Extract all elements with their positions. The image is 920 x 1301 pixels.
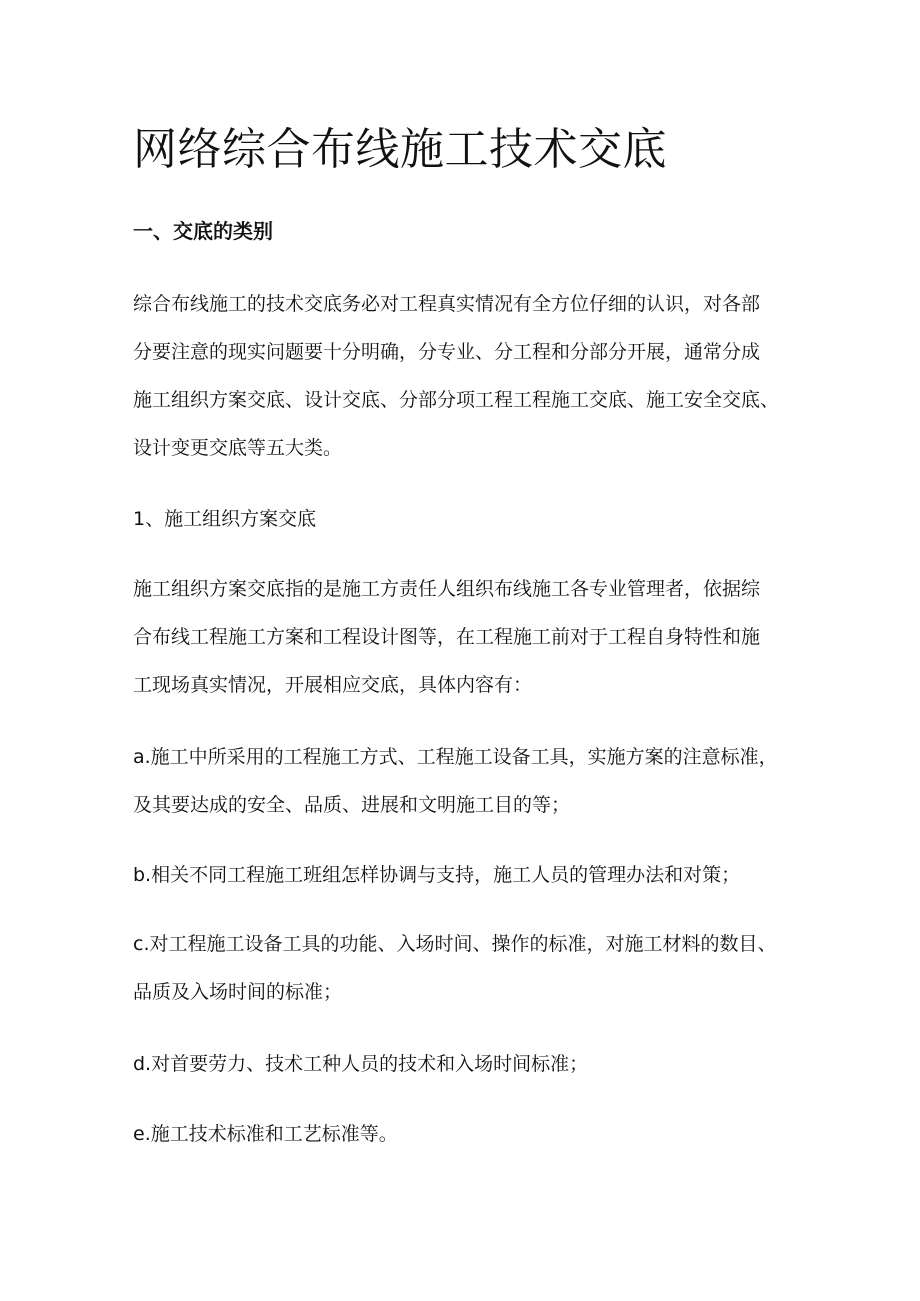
item-c-line: 品质及入场时间的标准； [133, 981, 343, 1003]
section-heading-categories: 一、交底的类别 [133, 219, 273, 243]
item-a-line: a.施工中所采用的工程施工方式、工程施工设备工具，实施方案的注意标准， [133, 746, 778, 768]
intro-paragraph [133, 280, 833, 472]
description-line: 施工组织方案交底指的是施工方责任人组织布线施工各专业管理者，依据综 [133, 578, 761, 600]
item-c [133, 920, 833, 1016]
description-line: 合布线工程施工方案和工程设计图等，在工程施工前对于工程自身特性和施 [133, 626, 761, 648]
item-b-line: b.相关不同工程施工班组怎样协调与支持，施工人员的管理办法和对策； [133, 864, 741, 886]
page-title: 网络综合布线施工技术交底 [133, 124, 667, 175]
item-a-line: 及其要达成的安全、品质、进展和文明施工目的等； [133, 794, 571, 816]
item-b [133, 851, 833, 899]
item-a [133, 733, 833, 829]
intro-line: 设计变更交底等五大类。 [133, 437, 343, 459]
item-c-line: c.对工程施工设备工具的功能、入场时间、操作的标准，对施工材料的数目、 [133, 933, 777, 955]
item-e [133, 1110, 833, 1158]
description-line: 工现场真实情况，开展相应交底，具体内容有： [133, 674, 533, 696]
subheading-text: 1、施工组织方案交底 [133, 508, 317, 530]
intro-line: 施工组织方案交底、设计交底、分部分项工程工程施工交底、施工安全交底、 [133, 389, 780, 411]
intro-line: 综合布线施工的技术交底务必对工程真实情况有全方位仔细的认识，对各部 [133, 293, 761, 315]
item-d [133, 1040, 833, 1088]
subheading-construction-plan [133, 495, 833, 543]
description-paragraph [133, 565, 833, 709]
item-d-line: d.对首要劳力、技术工种人员的技术和入场时间标准； [133, 1053, 589, 1075]
item-e-line: e.施工技术标准和工艺标准等。 [133, 1123, 398, 1145]
intro-line: 分要注意的现实问题要十分明确，分专业、分工程和分部分开展，通常分成 [133, 341, 761, 363]
